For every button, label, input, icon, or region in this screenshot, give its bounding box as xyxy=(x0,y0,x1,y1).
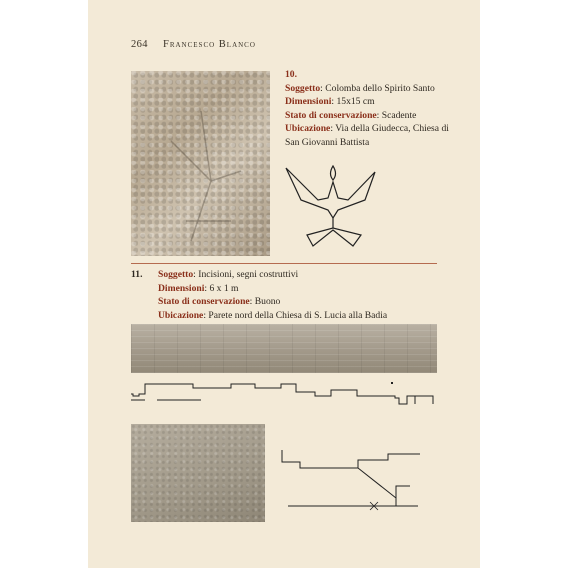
entry-10-text xyxy=(285,68,455,150)
running-header xyxy=(131,39,256,50)
wall-photo-detail xyxy=(131,424,265,522)
section-divider xyxy=(131,263,437,264)
page-number: 264 xyxy=(131,39,148,50)
entry-11-dimensions: Dimensioni: 6 x 1 m xyxy=(158,282,239,294)
entry-10-condition: Stato di conservazione: Scadente xyxy=(285,109,417,121)
stone-photo-dove xyxy=(131,71,270,256)
entry-10-location: Ubicazione: Via della Giudecca, Chiesa di San Giovanni Battista xyxy=(285,123,449,148)
dove-drawing xyxy=(283,160,378,252)
entry-11-subject: Soggetto: Incisioni, segni costruttivi xyxy=(158,269,299,280)
entry-10-dimensions: Dimensioni: 15x15 cm xyxy=(285,96,375,108)
wall-photo-strip xyxy=(131,324,437,373)
profile-drawing xyxy=(131,378,437,408)
entry-11-number: 11. xyxy=(131,269,143,280)
entry-10-subject: Soggetto: Colomba dello Spirito Santo xyxy=(285,82,435,94)
step-profile-drawing xyxy=(278,440,426,520)
author-name: Francesco Blanco xyxy=(162,39,256,50)
entry-11-condition: Stato di conservazione: Buono xyxy=(158,296,281,308)
entry-11-text xyxy=(158,268,448,322)
entry-11-location: Ubicazione: Parete nord della Chiesa di S. Lucia alla Badia xyxy=(158,309,388,321)
entry-10-number: 10. xyxy=(285,69,297,80)
